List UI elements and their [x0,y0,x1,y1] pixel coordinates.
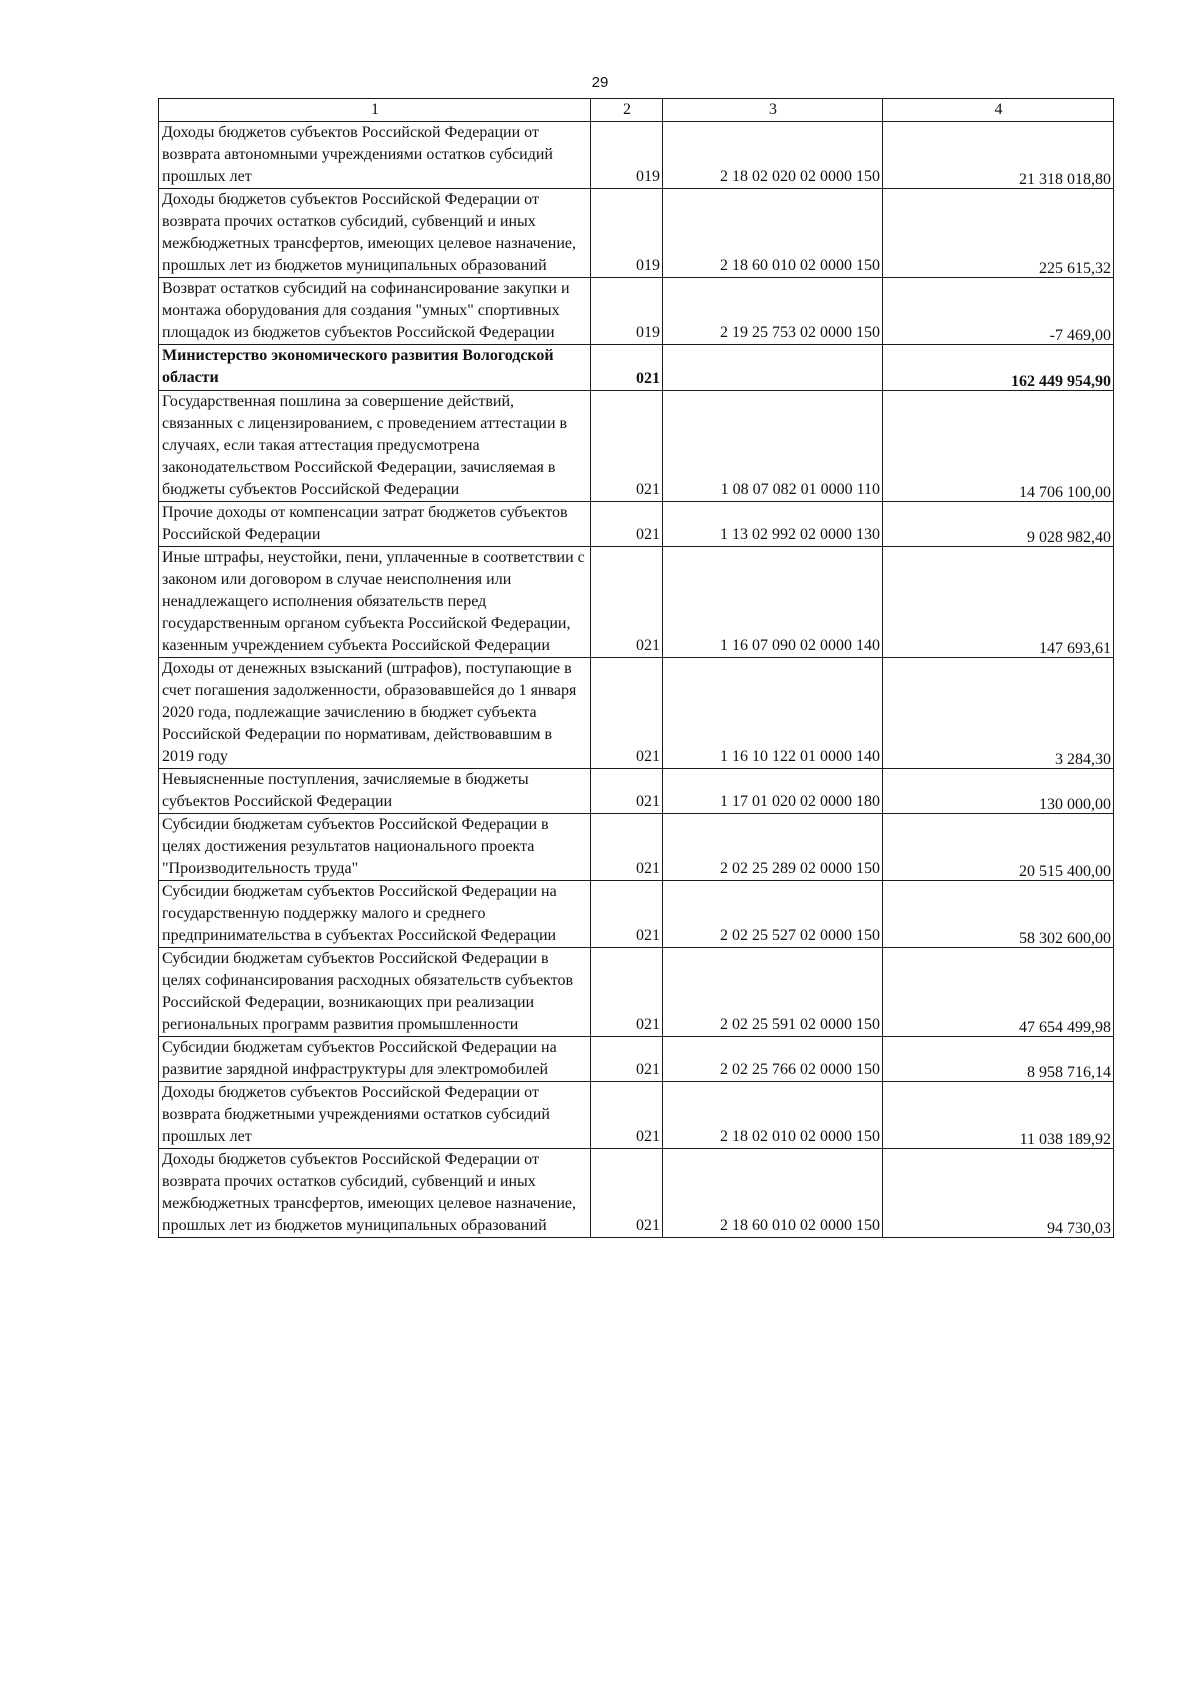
amount-cell [883,1149,1114,1238]
amount-value: 47 654 499,98 [1019,1019,1111,1036]
budget-classification-code-cell: 1 16 10 122 01 0000 140 [663,658,883,769]
page-number: 29 [591,74,609,91]
budget-classification-code-cell: 2 02 25 527 02 0000 150 [663,881,883,948]
amount-cell [883,814,1114,881]
amount-cell [883,881,1114,948]
amount-value: 162 449 954,90 [1011,373,1111,390]
revenue-name-cell: Субсидии бюджетам субъектов Российской Федерации в целях софинансирования расходных обязательств субъектов Российской Федерации, возникающих при реализации региональных программ развития промышленности [159,948,591,1037]
budget-classification-code-cell: 2 02 25 766 02 0000 150 [663,1037,883,1082]
amount-value: -7 469,00 [1049,327,1111,344]
amount-cell [883,278,1114,345]
revenue-name-cell: Министерство экономического развития Вологодской области [159,345,591,391]
amount-cell [883,391,1114,502]
amount-cell [883,502,1114,547]
amount-cell [883,547,1114,658]
revenue-name-cell: Иные штрафы, неустойки, пени, уплаченные в соответствии с законом или договором в случае неисполнения или ненадлежащего исполнения обязательств перед государственным органом субъекта Российской Федерации, казенным учреждением субъекта Российской Федерации [159,547,591,658]
amount-value: 58 302 600,00 [1019,930,1111,947]
table-row [159,189,1114,278]
revenue-name-cell: Доходы бюджетов субъектов Российской Федерации от возврата автономными учреждениями остатков субсидий прошлых лет [159,122,591,189]
table-row [159,881,1114,948]
budget-classification-code-cell: 1 16 07 090 02 0000 140 [663,547,883,658]
revenue-name-cell: Доходы бюджетов субъектов Российской Федерации от возврата бюджетными учреждениями остатков субсидий прошлых лет [159,1082,591,1149]
amount-cell [883,658,1114,769]
amount-value: 21 318 018,80 [1019,171,1111,188]
table-row [159,547,1114,658]
admin-code-cell: 021 [591,658,663,769]
revenue-name-cell: Невыясненные поступления, зачисляемые в бюджеты субъектов Российской Федерации [159,769,591,814]
admin-code-cell: 021 [591,345,663,391]
table-row [159,814,1114,881]
admin-code-cell: 019 [591,189,663,278]
budget-classification-code-cell: 1 13 02 992 02 0000 130 [663,502,883,547]
budget-classification-code-cell: 2 18 02 010 02 0000 150 [663,1082,883,1149]
table-row [159,1082,1114,1149]
amount-cell [883,1037,1114,1082]
table-row [159,278,1114,345]
revenue-name-cell: Субсидии бюджетам субъектов Российской Федерации на развитие зарядной инфраструктуры для электромобилей [159,1037,591,1082]
admin-code-cell: 019 [591,122,663,189]
revenue-name-cell: Субсидии бюджетам субъектов Российской Федерации в целях достижения результатов национального проекта "Производительность труда" [159,814,591,881]
revenue-name-cell: Возврат остатков субсидий на софинансирование закупки и монтажа оборудования для создания "умных" спортивных площадок из бюджетов субъектов Российской Федерации [159,278,591,345]
amount-value: 8 958 716,14 [1027,1064,1111,1081]
revenue-name-cell: Доходы бюджетов субъектов Российской Федерации от возврата прочих остатков субсидий, субвенций и иных межбюджетных трансфертов, имеющих целевое назначение, прошлых лет из бюджетов муниципальных образований [159,189,591,278]
amount-value: 94 730,03 [1047,1220,1111,1237]
amount-cell [883,769,1114,814]
admin-code-cell: 021 [591,1082,663,1149]
revenue-name-cell: Государственная пошлина за совершение действий, связанных с лицензированием, с проведением аттестации в случаях, если такая аттестация предусмотрена законодательством Российской Федерации, зачисляемая в бюджеты субъектов Российской Федерации [159,391,591,502]
revenue-name-cell: Субсидии бюджетам субъектов Российской Федерации на государственную поддержку малого и среднего предпринимательства в субъектах Российской Федерации [159,881,591,948]
table-row [159,391,1114,502]
admin-code-cell: 021 [591,547,663,658]
table-body [159,122,1114,1238]
table-row [159,948,1114,1037]
admin-code-cell: 019 [591,278,663,345]
revenue-name-cell: Доходы от денежных взысканий (штрафов), поступающие в счет погашения задолженности, образовавшейся до 1 января 2020 года, подлежащие зачислению в бюджет субъекта Российской Федерации по нормативам, действовавшим в 2019 году [159,658,591,769]
table-row [159,1037,1114,1082]
table-row [159,658,1114,769]
amount-cell [883,122,1114,189]
admin-code-cell: 021 [591,881,663,948]
budget-classification-code-cell: 2 02 25 289 02 0000 150 [663,814,883,881]
table-row [159,502,1114,547]
budget-classification-code-cell: 1 08 07 082 01 0000 110 [663,391,883,502]
amount-value: 147 693,61 [1039,640,1111,657]
admin-code-cell: 021 [591,1037,663,1082]
revenue-table [158,98,1114,1238]
amount-value: 130 000,00 [1039,796,1111,813]
budget-classification-code-cell: 2 18 60 010 02 0000 150 [663,1149,883,1238]
table-row [159,122,1114,189]
amount-cell [883,345,1114,391]
budget-classification-code-cell: 1 17 01 020 02 0000 180 [663,769,883,814]
column-number-1: 1 [159,99,591,122]
admin-code-cell: 021 [591,769,663,814]
column-number-row [159,99,1114,122]
revenue-name-cell: Прочие доходы от компенсации затрат бюджетов субъектов Российской Федерации [159,502,591,547]
amount-value: 3 284,30 [1055,751,1111,768]
amount-value: 20 515 400,00 [1019,863,1111,880]
revenue-name-cell: Доходы бюджетов субъектов Российской Федерации от возврата прочих остатков субсидий, субвенций и иных межбюджетных трансфертов, имеющих целевое назначение, прошлых лет из бюджетов муниципальных образований [159,1149,591,1238]
column-number-2: 2 [591,99,663,122]
table-row [159,1149,1114,1238]
budget-classification-code-cell [663,345,883,391]
budget-classification-code-cell: 2 18 60 010 02 0000 150 [663,189,883,278]
amount-value: 9 028 982,40 [1027,529,1111,546]
admin-code-cell: 021 [591,1149,663,1238]
amount-value: 225 615,32 [1039,260,1111,277]
budget-classification-code-cell: 2 02 25 591 02 0000 150 [663,948,883,1037]
budget-classification-code-cell: 2 19 25 753 02 0000 150 [663,278,883,345]
amount-cell [883,948,1114,1037]
admin-code-cell: 021 [591,391,663,502]
column-number-3: 3 [663,99,883,122]
table-row [159,345,1114,391]
amount-value: 14 706 100,00 [1019,484,1111,501]
admin-code-cell: 021 [591,948,663,1037]
amount-cell [883,1082,1114,1149]
amount-value: 11 038 189,92 [1019,1131,1111,1148]
admin-code-cell: 021 [591,502,663,547]
column-number-4: 4 [883,99,1114,122]
admin-code-cell: 021 [591,814,663,881]
table-row [159,769,1114,814]
amount-cell [883,189,1114,278]
budget-classification-code-cell: 2 18 02 020 02 0000 150 [663,122,883,189]
